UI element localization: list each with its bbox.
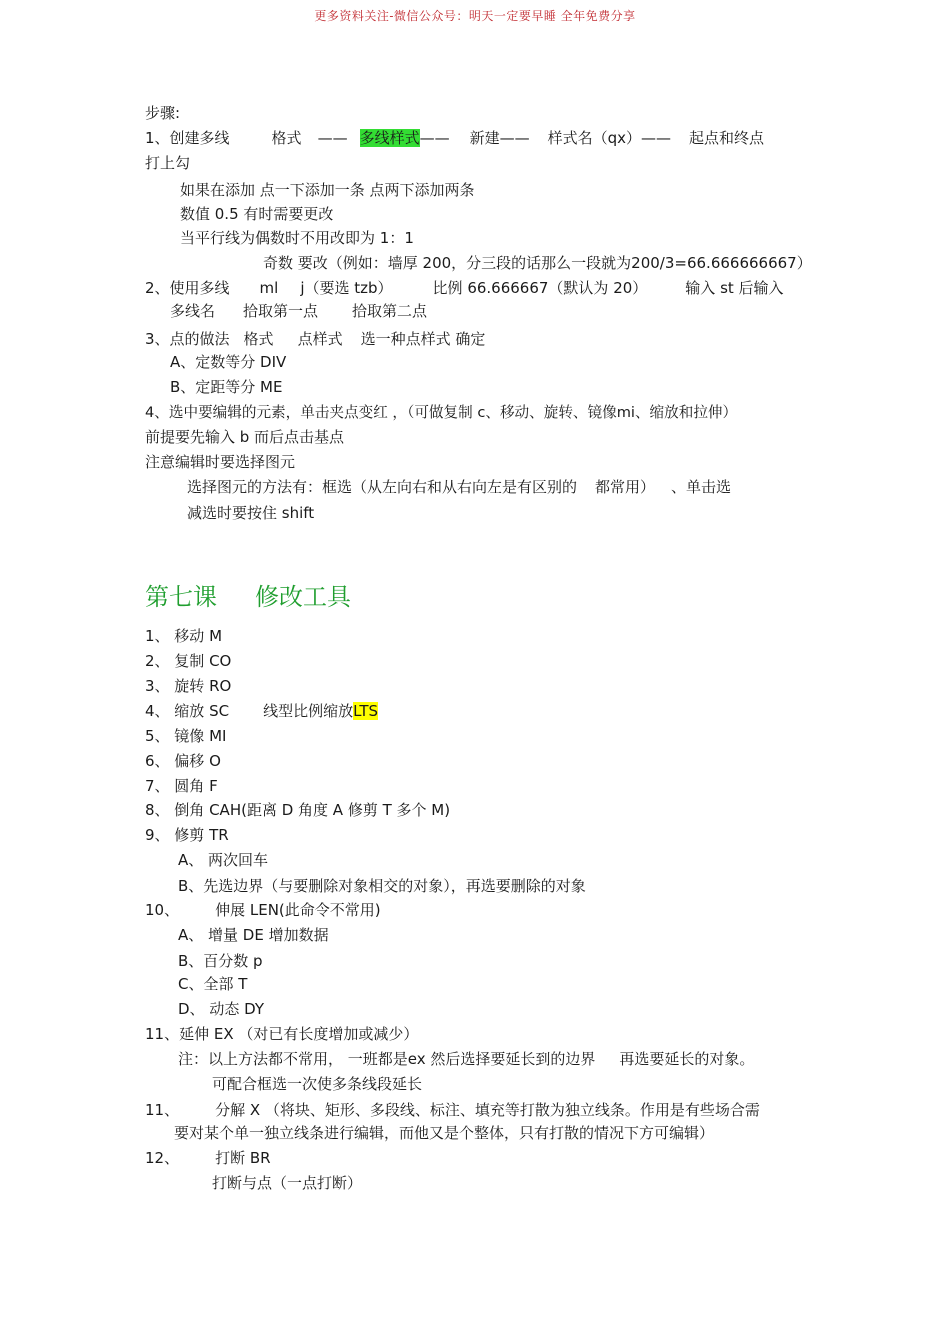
- step-4-select-a: 选择图元的方法有：框选（从左向右和从右向左是有区别的: [187, 478, 578, 496]
- top-banner: 更多资料关注-微信公众号：明天一定要早睡 全年免费分享: [314, 9, 636, 23]
- step-2-pick2: 拾取第二点: [352, 302, 428, 320]
- tool-trim-a: A、 两次回车: [178, 851, 269, 869]
- tool-extend-note-2: 可配合框选一次使多条线段延长: [212, 1075, 423, 1093]
- tool-offset: 6、 偏移 O: [145, 752, 221, 770]
- tool-break: [145, 1148, 271, 1168]
- step-2-ml: ml: [259, 279, 279, 297]
- step-1-new: 新建——: [469, 129, 530, 147]
- step-2-line: [145, 278, 784, 298]
- step-4-note: 注意编辑时要选择图元: [145, 453, 296, 471]
- step-1-dash-2: ——: [419, 129, 450, 147]
- step-3-pointstyle: 点样式: [297, 330, 343, 348]
- step-2-scale: 比例 66.666667（默认为 20）: [432, 279, 648, 297]
- tool-linetype-scale: 线型比例缩放: [263, 702, 354, 720]
- tool-fillet: 7、 圆角 F: [145, 777, 218, 795]
- tool-lengthen-a: A、 增量 DE 增加数据: [178, 926, 329, 944]
- tool-extend: 11、延伸 EX （对已有长度增加或减少）: [145, 1025, 419, 1043]
- step-2-cont: [170, 301, 427, 321]
- step-4-select-c: 、单击选: [671, 478, 732, 496]
- tool-trim: 9、 修剪 TR: [145, 826, 229, 844]
- step-1-note-2: 数值 0.5 有时需要更改: [180, 205, 334, 223]
- step-3-a: A、定数等分 DIV: [170, 353, 287, 371]
- tool-lengthen-d: D、 动态 DY: [178, 1000, 264, 1018]
- step-4-deselect: 减选时要按住 shift: [187, 504, 315, 522]
- lesson-title: 修改工具: [255, 583, 351, 611]
- lesson-number: 第七课: [145, 583, 217, 611]
- tool-trim-b: B、先选边界（与要删除对象相交的对象），再选要删除的对象: [178, 877, 586, 895]
- step-1-endpoints: 起点和终点: [689, 129, 765, 147]
- step-3-line: [145, 329, 485, 349]
- step-4-cont: 前提要先输入 b 而后点击基点: [145, 428, 345, 446]
- step-4-line: 4、选中要编辑的元素，单击夹点变红 ，（可做复制 c、移动、旋转、镜像mi、缩放和拉伸）: [145, 404, 738, 421]
- step-4-select: [187, 477, 731, 497]
- step-1-format: 格式: [271, 129, 302, 147]
- step-1-highlight: 多线样式: [359, 129, 420, 147]
- step-1-note-3: 当平行线为偶数时不用改即为 1：1: [180, 229, 414, 247]
- tool-extend-note: [178, 1049, 754, 1069]
- tool-mirror: 5、 镜像 MI: [145, 727, 227, 745]
- tool-lengthen-c: C、全部 T: [178, 975, 248, 993]
- step-2-j: j（要选 tzb）: [300, 279, 393, 297]
- tool-lengthen: [145, 900, 381, 920]
- tool-copy: 2、 复制 CO: [145, 652, 232, 670]
- tool-lengthen-b: B、百分数 p: [178, 952, 263, 970]
- step-3-format: 格式: [243, 330, 274, 348]
- lesson-heading: [145, 577, 351, 612]
- tool-explode-num: 11、: [145, 1101, 180, 1119]
- tool-explode-label: 分解 X （将块、矩形、多段线、标注、填充等打散为独立线条。作用是有些场合需: [215, 1101, 760, 1119]
- tool-break-label: 打断 BR: [215, 1149, 271, 1167]
- step-1-line: [145, 128, 764, 148]
- tool-lts-highlight: LTS: [353, 702, 379, 720]
- step-1-label: 1、创建多线: [145, 129, 230, 147]
- tool-break-at-point: 打断与点（一点打断）: [212, 1174, 363, 1192]
- step-1-dash: ——: [317, 129, 348, 147]
- tool-explode-cont: 要对某个单一独立线条进行编辑，而他又是个整体，只有打散的情况下方可编辑）: [174, 1124, 715, 1142]
- tool-rotate: 3、 旋转 RO: [145, 677, 232, 695]
- tool-scale: [145, 701, 378, 721]
- tool-explode: [145, 1100, 760, 1120]
- tool-scale-label: 4、 缩放 SC: [145, 702, 230, 720]
- step-1-stylename: 样式名（qx）——: [547, 129, 671, 147]
- tool-extend-note-a: 注：以上方法都不常用， 一班都是ex 然后选择要延长到的边界: [178, 1050, 596, 1068]
- step-4-select-b: 都常用）: [595, 478, 656, 496]
- step-3-choose: 选一种点样式 确定: [360, 330, 486, 348]
- step-1-cont: 打上勾: [145, 154, 191, 172]
- tool-break-num: 12、: [145, 1149, 180, 1167]
- steps-title: 步骤:: [145, 104, 181, 122]
- step-3-b: B、定距等分 ME: [170, 378, 283, 396]
- step-2-input: 输入 st 后输入: [685, 279, 784, 297]
- step-2-label: 2、使用多线: [145, 279, 230, 297]
- tool-move: 1、 移动 M: [145, 627, 223, 645]
- tool-chamfer: 8、 倒角 CAH(距离 D 角度 A 修剪 T 多个 M): [145, 801, 451, 819]
- step-2-pick1: 拾取第一点: [243, 302, 319, 320]
- tool-lengthen-label: 伸展 LEN(此命令不常用): [215, 901, 381, 919]
- tool-extend-note-b: 再选要延长的对象。: [619, 1050, 755, 1068]
- step-1-note-1: 如果在添加 点一下添加一条 点两下添加两条: [180, 181, 475, 199]
- step-2-name: 多线名: [170, 302, 216, 320]
- step-1-note-4: 奇数 要改（例如：墙厚 200，分三段的话那么一段就为200/3=66.666666667）: [263, 254, 812, 272]
- step-3-label: 3、点的做法: [145, 330, 230, 348]
- tool-lengthen-num: 10、: [145, 901, 180, 919]
